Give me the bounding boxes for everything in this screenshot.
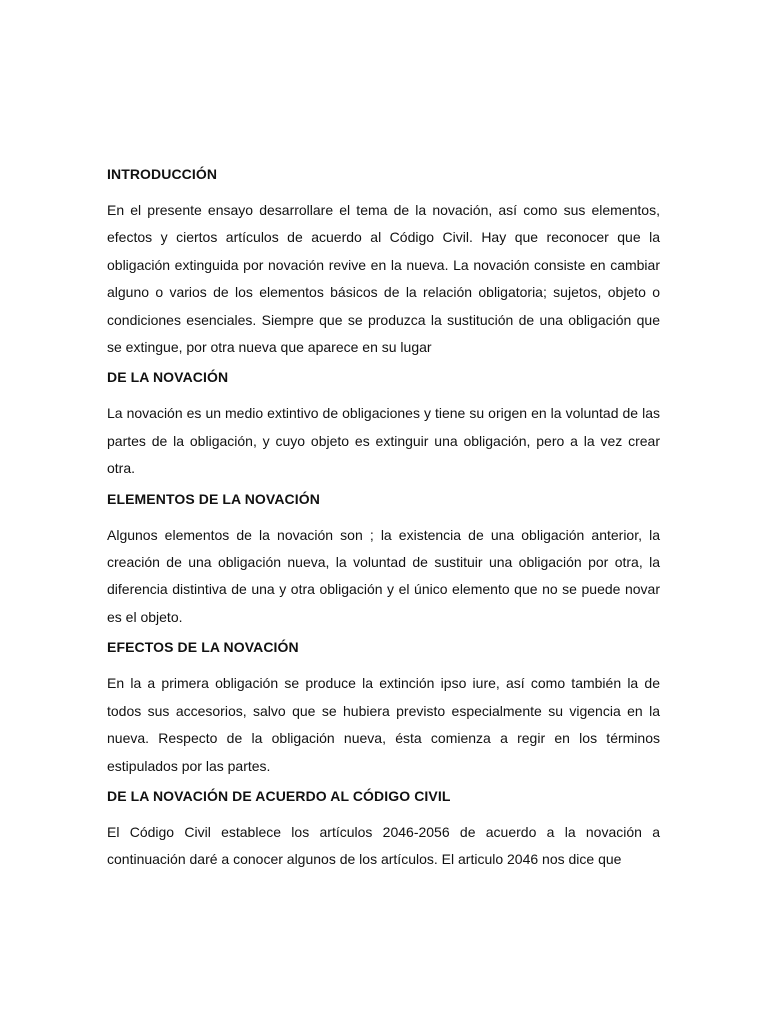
document-page bbox=[107, 163, 660, 879]
section-heading: EFECTOS DE LA NOVACIÓN bbox=[107, 639, 299, 656]
section-paragraph: Algunos elementos de la novación son ; la existencia de una obligación anterior, la creación de una obligación nueva, la voluntad de sustituir una obligación por otra, la diferencia distintiva de una y otra obligación y el único elemento que no se puede novar es el objeto. bbox=[107, 526, 660, 625]
section-heading: INTRODUCCIÓN bbox=[107, 166, 218, 182]
section-elementos bbox=[107, 488, 660, 632]
section-heading: ELEMENTOS DE LA NOVACIÓN bbox=[107, 490, 320, 507]
section-heading: DE LA NOVACIÓN DE ACUERDO AL CÓDIGO CIVIL bbox=[107, 787, 451, 804]
section-de-la-novacion bbox=[107, 366, 660, 482]
section-paragraph: En el presente ensayo desarrollare el tema de la novación, así como sus elementos, efectos y ciertos artículos de acuerdo al Código Civil. Hay que reconocer que la obligación extinguida por novación revive en la nueva. La novación consiste en cambiar alguno o varios de los elementos básicos de la relación obligatoria; sujetos, objeto o condiciones esenciales. Siempre que se produzca la sustitución de una obligación que se extingue, por otra nueva que aparece en su lugar bbox=[107, 202, 660, 356]
section-introduccion bbox=[107, 163, 660, 361]
section-paragraph: El Código Civil establece los artículos 2046-2056 de acuerdo a la novación a continuación daré a conocer algunos de los artículos. El articulo 2046 nos dice que bbox=[107, 823, 660, 868]
section-heading: DE LA NOVACIÓN bbox=[107, 369, 229, 386]
section-paragraph: En la a primera obligación se produce la extinción ipso iure, así como también la de todos sus accesorios, salvo que se hubiera previsto especialmente su vigencia en la nueva. Respecto de la obligación nueva, ésta comienza a regir en los términos estipulados por las partes. bbox=[107, 675, 660, 774]
section-efectos bbox=[107, 636, 660, 780]
section-codigo-civil bbox=[107, 785, 660, 874]
section-paragraph: La novación es un medio extintivo de obligaciones y tiene su origen en la voluntad de las partes de la obligación, y cuyo objeto es extinguir una obligación, pero a la vez crear otra. bbox=[107, 405, 660, 477]
